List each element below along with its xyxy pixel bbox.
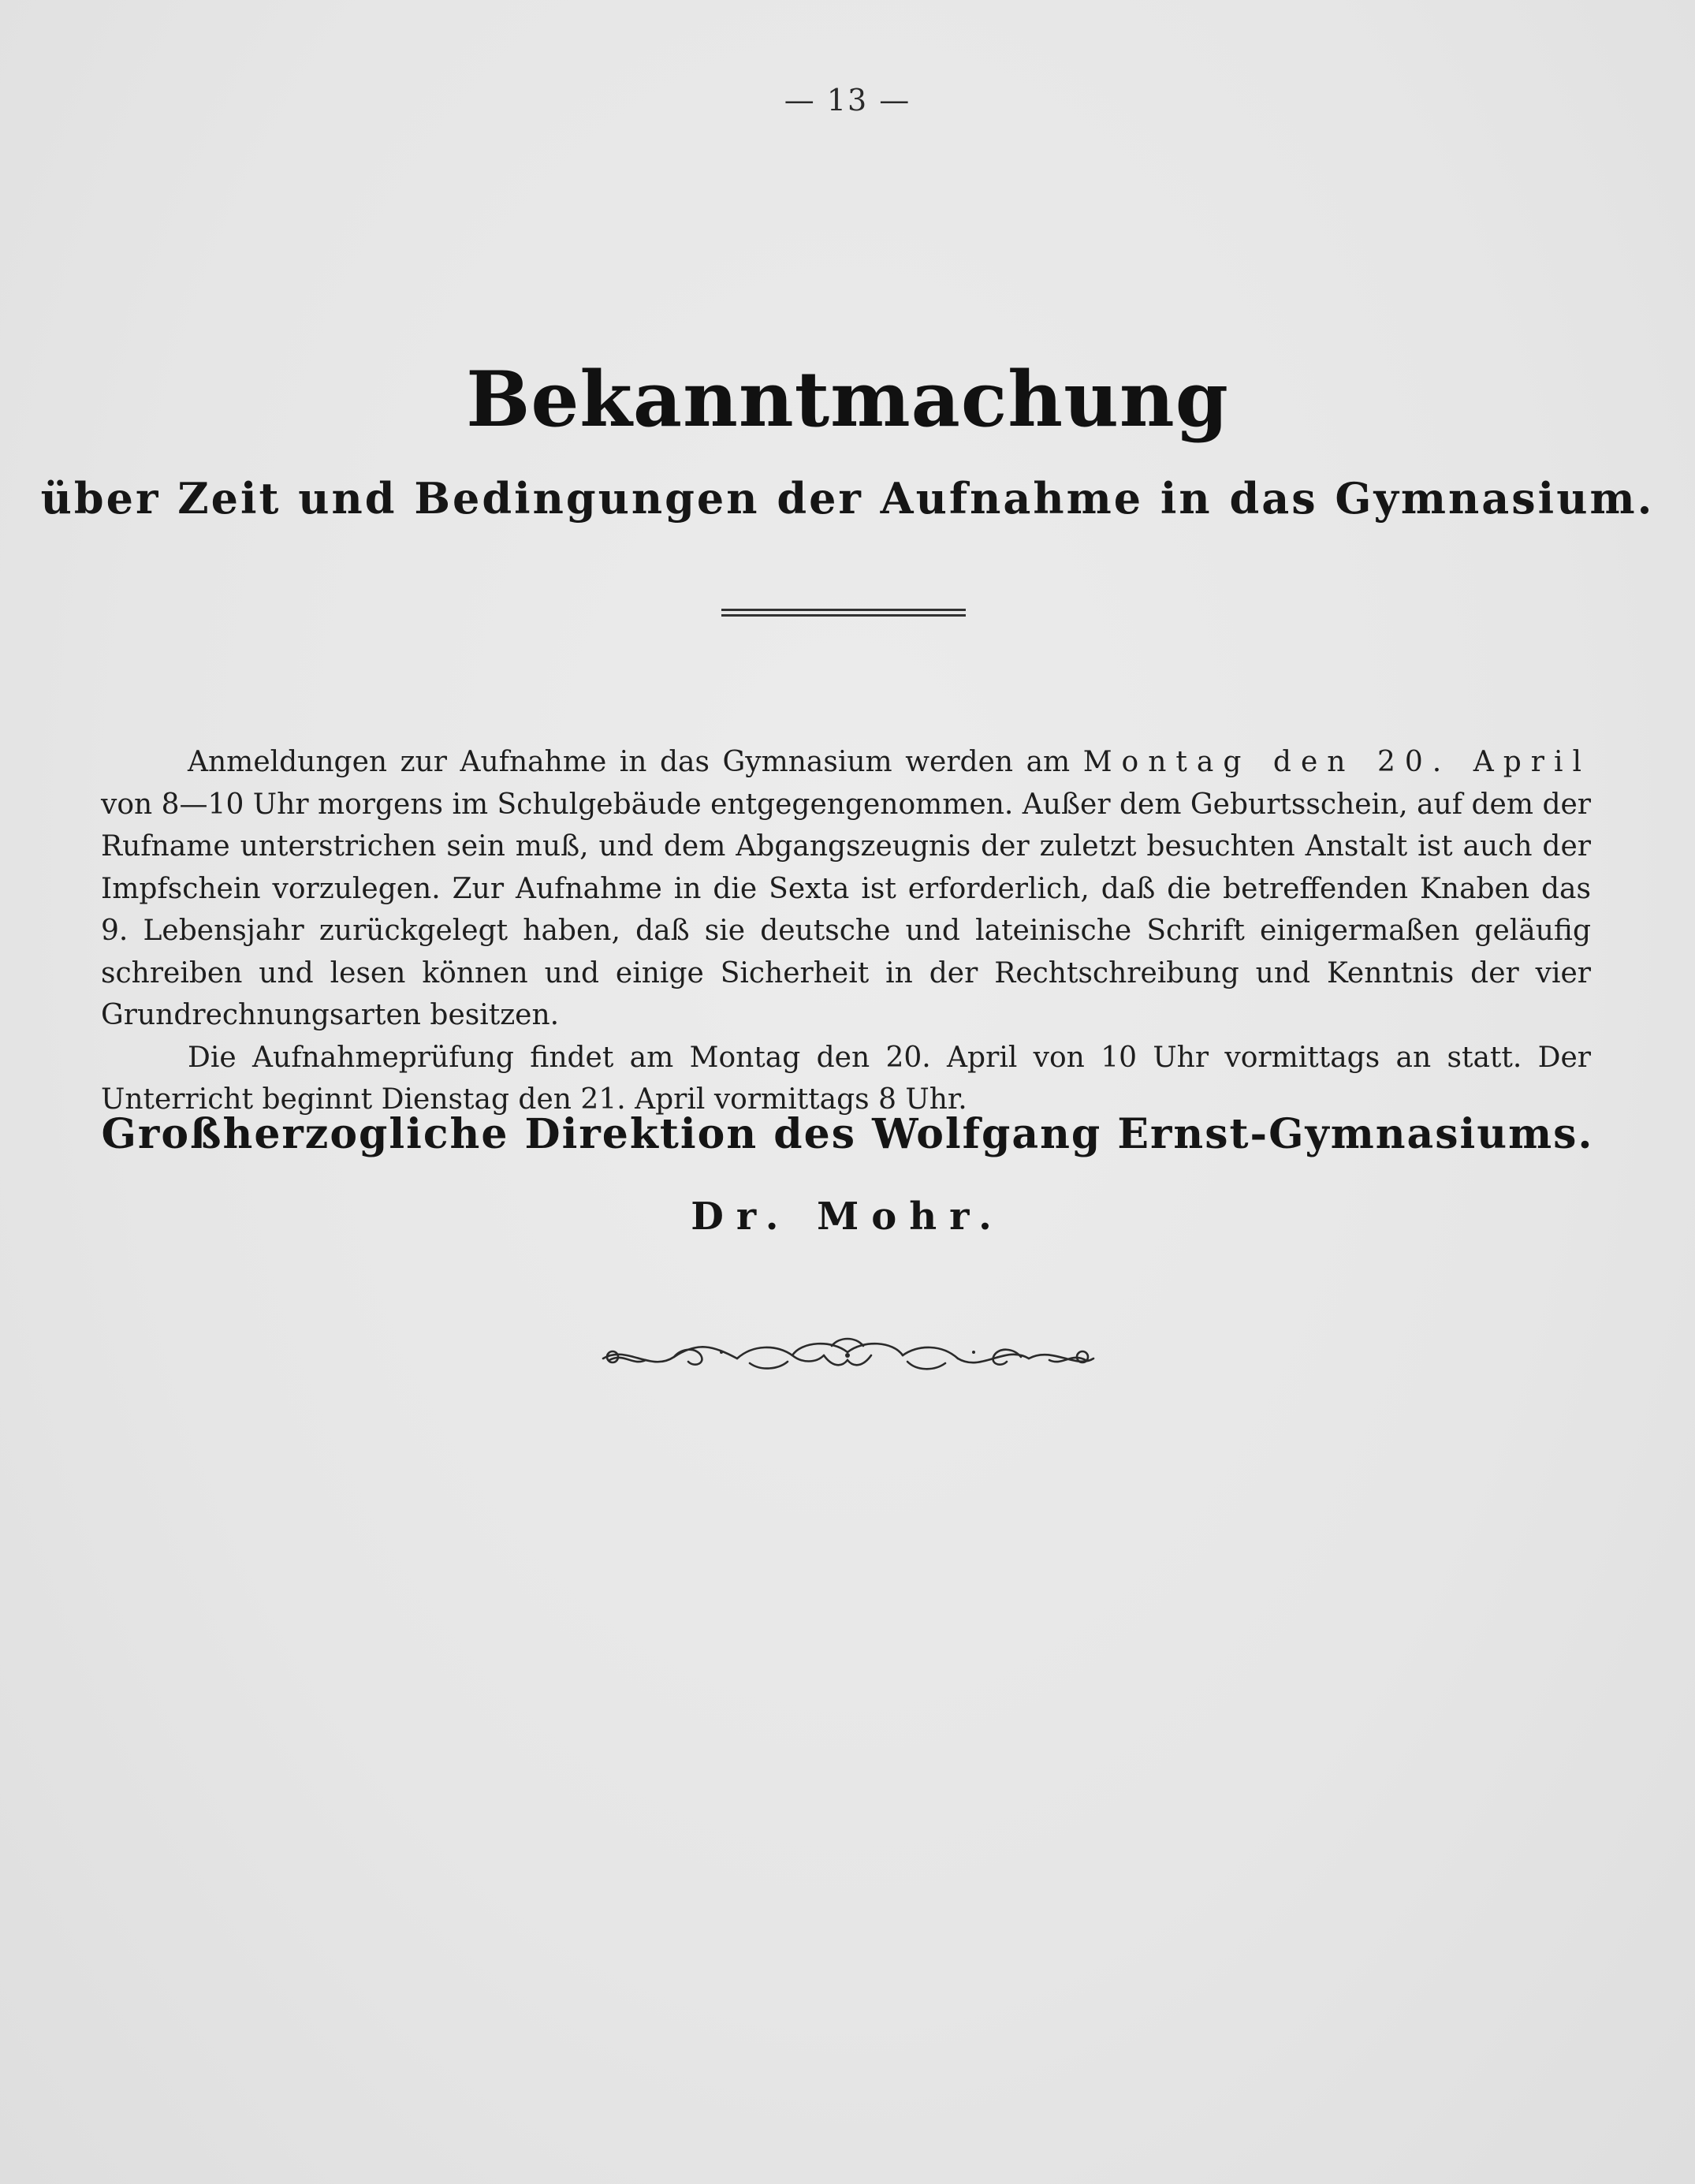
paragraph-registration-rest: von 8—10 Uhr morgens im Schulgebäude entgegengenommen. Außer dem Geburtsschein, auf dem der Rufname unterstrichen sein muß, und dem Abgangszeugnis der zuletzt besuchten Anstalt ist auch der Impfschein vorzulegen. Zur Aufnahme in die Sexta ist erforderlich, daß die betreffenden Knaben das 9. Lebensjahr zurückgelegt haben, daß sie deutsche und lateinische Schrift einigermaßen geläufig schreiben und lesen können und einige Sicherheit in der Rechtschreibung und Kenntnis der vier Grundrechnungsarten besitzen. [101, 788, 1591, 1031]
paragraph-registration [101, 741, 1591, 1037]
double-rule-divider [721, 609, 966, 617]
page-subtitle: über Zeit und Bedingungen der Aufnahme in das Gymnasium. [40, 473, 1655, 524]
scroll-flourish-icon [595, 1329, 1100, 1384]
signature: Dr. Mohr. [691, 1194, 1004, 1239]
page-number: — 13 — [784, 83, 911, 117]
page-title: Bekanntmachung [466, 355, 1229, 444]
registration-date: Montag den 20. April [1082, 746, 1591, 778]
paragraph-exam: Die Aufnahmeprüfung findet am Montag den 20. April von 10 Uhr vormittags an statt. Der Unterricht beginnt Dienstag den 21. April vormittags 8 Uhr. [101, 1041, 1591, 1116]
paragraph-registration-start: Anmeldungen zur Aufnahme in das Gymnasium werden am [188, 746, 1083, 778]
announcement-body [101, 741, 1591, 1121]
issuing-authority: Großherzogliche Direktion des Wolfgang Ernst-Gymnasiums. [101, 1110, 1594, 1158]
